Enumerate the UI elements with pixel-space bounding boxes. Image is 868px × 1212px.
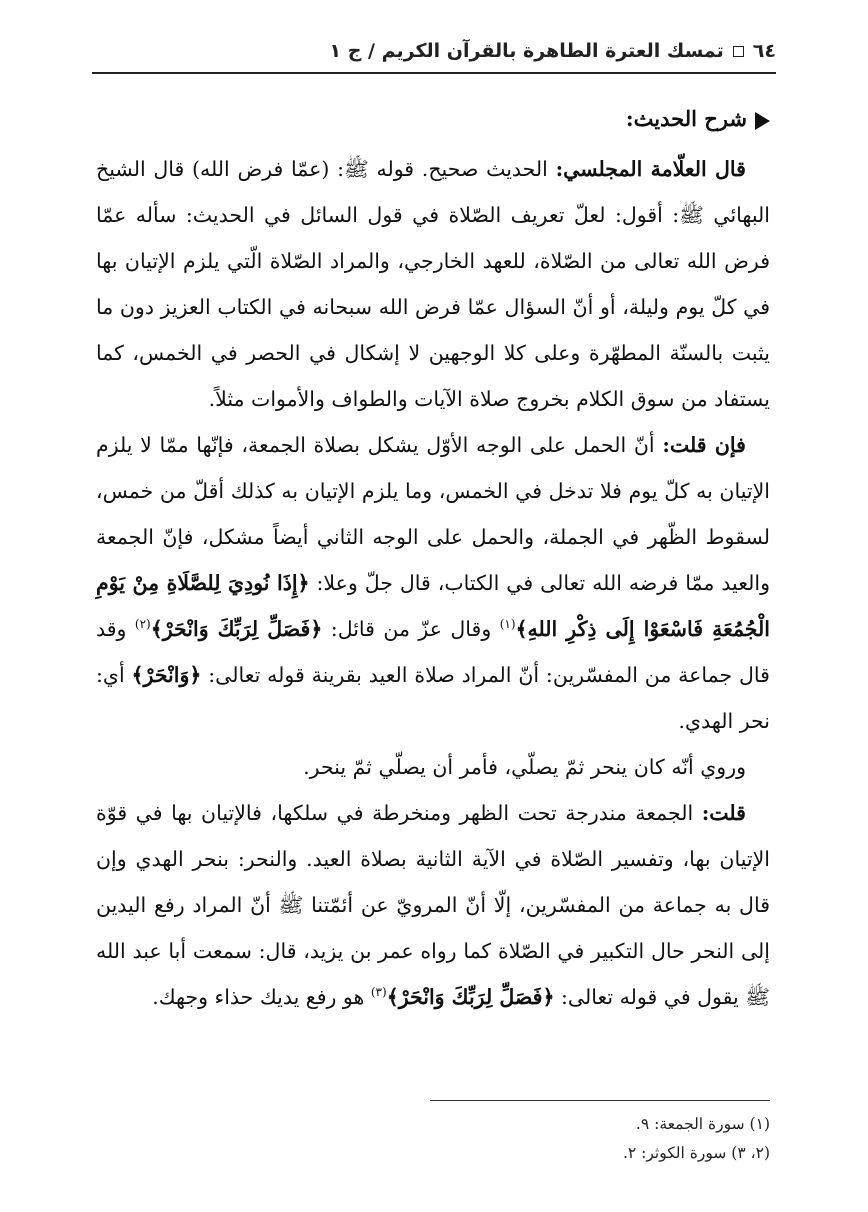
running-header — [92, 34, 776, 68]
main-text — [96, 96, 770, 1020]
header-rule — [92, 72, 776, 74]
footnote-ref-2: (٢) — [134, 617, 151, 632]
footnote-ref-3: (٣) — [370, 985, 387, 1000]
objection-label: فإن قلت: — [662, 433, 746, 457]
quran-verse-1: ﴿إِذَا نُودِيَ لِلصَّلَاةِ مِنْ يَوْمِ الْجُمُعَةِ فَاسْعَوْا إِلَى ذِكْرِ اللهِ﴾ — [96, 571, 770, 641]
paragraph-1-text: الحديث صحيح. قوله ﷺ: (عمّا فرض الله) قال الشيخ البهائي ﷺ: أقول: لعلّ تعريف الصّلاة في قول السائل في الحديث: سأله عمّا فرض الله تعالى من الصّلاة، للعهد الخارجي، والمراد الصّلاة الّتي يلزم الإتيان بها في كلّ يوم وليلة، أو أنّ السؤال عمّا فرض الله سبحانه في الكتاب العزيز دون ما يثبت بالسنّة المطهّرة وعلى كلا الوجهين لا إشكال في الحصر في الخمس، كما يستفاد من سوق الكلام بخروج صلاة الآيات والطواف والأموات مثلاً. — [96, 157, 770, 411]
separator-square-icon — [733, 46, 744, 57]
footnote-1: (١) سورة الجمعة: ٩. — [635, 1115, 770, 1133]
reply-label: قلت: — [701, 801, 746, 825]
quran-verse-2: ﴿فَصَلِّ لِرَبِّكَ وَانْحَرْ﴾ — [150, 617, 323, 641]
quran-verse-3: ﴿وَانْحَرْ﴾ — [131, 663, 202, 687]
section-title: شرح الحديث: — [96, 96, 770, 142]
paragraph-2: فإن قلت: أنّ الحمل على الوجه الأوّل يشكل بصلاة الجمعة، فإنّها ممّا لا يلزم الإتيان به كلّ يوم فلا تدخل في الخمس، وما يلزم الإتيان به كذلك أقلّ من خمس، لسقوط الظّهر في الجملة، والحمل على الوجه الثاني أيضاً مشكل، فإنّ الجمعة والعيد ممّا فرضه الله تعالى في الكتاب، قال جلّ وعلا: ﴿إِذَا نُودِيَ لِلصَّلَاةِ مِنْ يَوْمِ الْجُمُعَةِ فَاسْعَوْا إِلَى ذِكْرِ اللهِ﴾$^{(١)}$ وقال عزّ من قائل: ﴿فَصَلِّ لِرَبِّكَ وَانْحَرْ﴾$^{(٢)}$ وقد قال جماعة من المفسّرين: أنّ المراد صلاة العيد بقرينة قوله تعالى: ﴿وَانْحَرْ﴾ أي: نحر الهدي. — [96, 433, 770, 733]
speaker-label: قال العلّامة المجلسي: — [555, 157, 746, 181]
paragraph-4: قلت: الجمعة مندرجة تحت الظهر ومنخرطة في سلكها، فالإتيان بها في قوّة الإتيان بها، وتفسير الصّلاة في الآية الثانية بصلاة العيد. والنحر: بنحر الهدي وإن قال به جماعة من المفسّرين، إلّا أنّ المرويّ عن أئمّتنا ﷺ أنّ المراد رفع اليدين إلى النحر حال التكبير في الصّلاة كما رواه عمر بن يزيد، قال: سمعت أبا عبد الله ﷺ يقول في قوله تعالى: ﴿فَصَلِّ لِرَبِّكَ وَانْحَرْ﴾$^{(٣)}$ هو رفع يديك حذاء وجهك. — [96, 801, 770, 1009]
paragraph-1 — [96, 146, 770, 422]
footnotes — [430, 1110, 770, 1168]
page-number: ٦٤ — [752, 40, 776, 62]
paragraph-3: وروي أنّه كان ينحر ثمّ يصلّي، فأمر أن يصلّي ثمّ ينحر. — [303, 755, 746, 779]
book-title: تمسك العترة الطاهرة بالقرآن الكريم / ج ١ — [329, 40, 724, 62]
footnote-rule — [430, 1100, 770, 1101]
footnote-ref-1: (١) — [499, 617, 516, 632]
quran-verse-4: ﴿فَصَلِّ لِرَبِّكَ وَانْحَرْ﴾ — [386, 985, 555, 1009]
triangle-bullet-icon — [755, 112, 770, 130]
footnote-2: (٢، ٣) سورة الكوثر: ٢. — [622, 1144, 770, 1162]
